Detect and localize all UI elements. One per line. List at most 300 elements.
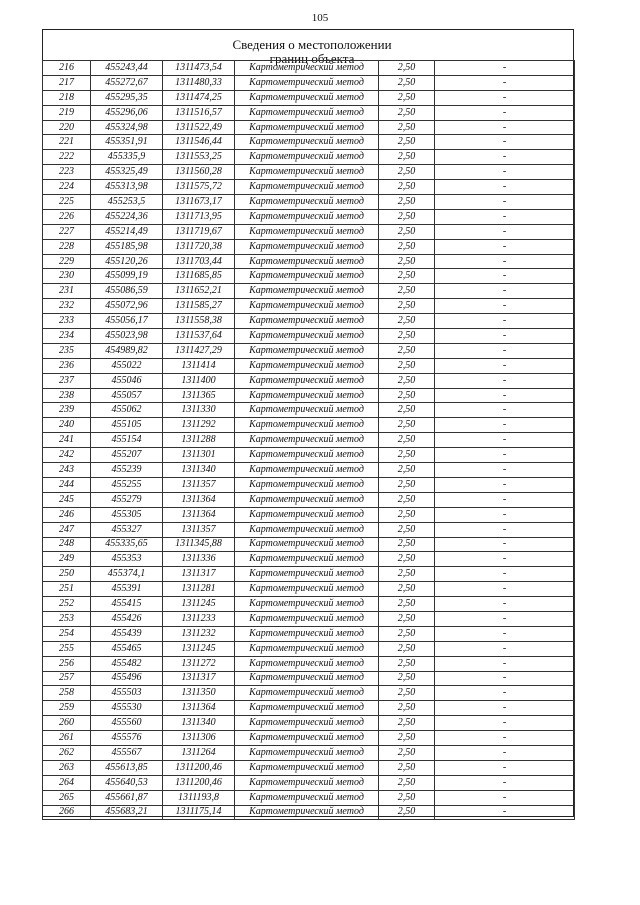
y-coordinate-cell: 1311175,14 [163,805,235,820]
x-coordinate-cell: 455313,98 [91,180,163,195]
accuracy-cell: 2,50 [379,477,435,492]
accuracy-cell: 2,50 [379,269,435,284]
y-coordinate-cell: 1311553,25 [163,150,235,165]
description-cell: - [435,358,575,373]
page-number: 105 [311,12,329,24]
method-cell: Картометрический метод [235,150,379,165]
table-row [43,597,575,612]
description-cell: - [435,731,575,746]
x-coordinate-cell: 455224,36 [91,209,163,224]
point-number-cell: 260 [43,716,91,731]
x-coordinate-cell: 455482 [91,656,163,671]
y-coordinate-cell: 1311575,72 [163,180,235,195]
coordinates-table-body [43,61,575,820]
y-coordinate-cell: 1311546,44 [163,135,235,150]
point-number-cell: 265 [43,790,91,805]
x-coordinate-cell: 455335,9 [91,150,163,165]
x-coordinate-cell: 455530 [91,701,163,716]
y-coordinate-cell: 1311713,95 [163,209,235,224]
description-cell: - [435,75,575,90]
y-coordinate-cell: 1311473,54 [163,61,235,76]
y-coordinate-cell: 1311245 [163,597,235,612]
method-cell: Картометрический метод [235,269,379,284]
table-row [43,463,575,478]
table-row [43,403,575,418]
method-cell: Картометрический метод [235,358,379,373]
table-row [43,716,575,731]
x-coordinate-cell: 455327 [91,522,163,537]
description-cell: - [435,269,575,284]
x-coordinate-cell: 455426 [91,611,163,626]
table-row [43,239,575,254]
table-row [43,165,575,180]
description-cell: - [435,329,575,344]
point-number-cell: 255 [43,641,91,656]
x-coordinate-cell: 455272,67 [91,75,163,90]
method-cell: Картометрический метод [235,731,379,746]
accuracy-cell: 2,50 [379,388,435,403]
table-row [43,760,575,775]
x-coordinate-cell: 455253,5 [91,195,163,210]
method-cell: Картометрический метод [235,209,379,224]
y-coordinate-cell: 1311340 [163,716,235,731]
accuracy-cell: 2,50 [379,567,435,582]
point-number-cell: 247 [43,522,91,537]
point-number-cell: 218 [43,90,91,105]
point-number-cell: 254 [43,626,91,641]
method-cell: Картометрический метод [235,329,379,344]
method-cell: Картометрический метод [235,492,379,507]
y-coordinate-cell: 1311357 [163,522,235,537]
y-coordinate-cell: 1311516,57 [163,105,235,120]
point-number-cell: 235 [43,343,91,358]
y-coordinate-cell: 1311474,25 [163,90,235,105]
table-row [43,448,575,463]
point-number-cell: 238 [43,388,91,403]
x-coordinate-cell: 455279 [91,492,163,507]
description-cell: - [435,522,575,537]
point-number-cell: 237 [43,373,91,388]
x-coordinate-cell: 455086,59 [91,284,163,299]
x-coordinate-cell: 455640,53 [91,775,163,790]
accuracy-cell: 2,50 [379,760,435,775]
point-number-cell: 232 [43,299,91,314]
description-cell: - [435,611,575,626]
accuracy-cell: 2,50 [379,507,435,522]
point-number-cell: 264 [43,775,91,790]
accuracy-cell: 2,50 [379,75,435,90]
y-coordinate-cell: 1311365 [163,388,235,403]
x-coordinate-cell: 455567 [91,745,163,760]
accuracy-cell: 2,50 [379,165,435,180]
description-cell: - [435,552,575,567]
x-coordinate-cell: 455391 [91,582,163,597]
description-cell: - [435,597,575,612]
table-row [43,90,575,105]
description-cell: - [435,745,575,760]
accuracy-cell: 2,50 [379,433,435,448]
description-cell: - [435,671,575,686]
coordinates-table [42,60,575,820]
accuracy-cell: 2,50 [379,522,435,537]
method-cell: Картометрический метод [235,120,379,135]
accuracy-cell: 2,50 [379,671,435,686]
accuracy-cell: 2,50 [379,418,435,433]
x-coordinate-cell: 455353 [91,552,163,567]
point-number-cell: 221 [43,135,91,150]
table-row [43,314,575,329]
point-number-cell: 234 [43,329,91,344]
point-number-cell: 251 [43,582,91,597]
point-number-cell: 230 [43,269,91,284]
description-cell: - [435,448,575,463]
y-coordinate-cell: 1311522,49 [163,120,235,135]
table-row [43,641,575,656]
accuracy-cell: 2,50 [379,105,435,120]
point-number-cell: 222 [43,150,91,165]
method-cell: Картометрический метод [235,790,379,805]
point-number-cell: 227 [43,224,91,239]
x-coordinate-cell: 455072,96 [91,299,163,314]
y-coordinate-cell: 1311306 [163,731,235,746]
point-number-cell: 262 [43,745,91,760]
y-coordinate-cell: 1311364 [163,492,235,507]
x-coordinate-cell: 455465 [91,641,163,656]
description-cell: - [435,224,575,239]
table-row [43,790,575,805]
accuracy-cell: 2,50 [379,686,435,701]
description-cell: - [435,463,575,478]
method-cell: Картометрический метод [235,388,379,403]
x-coordinate-cell: 455325,49 [91,165,163,180]
point-number-cell: 249 [43,552,91,567]
y-coordinate-cell: 1311317 [163,671,235,686]
method-cell: Картометрический метод [235,597,379,612]
table-row [43,567,575,582]
description-cell: - [435,209,575,224]
y-coordinate-cell: 1311537,64 [163,329,235,344]
point-number-cell: 226 [43,209,91,224]
method-cell: Картометрический метод [235,75,379,90]
table-row [43,120,575,135]
accuracy-cell: 2,50 [379,701,435,716]
table-row [43,358,575,373]
description-cell: - [435,433,575,448]
y-coordinate-cell: 1311585,27 [163,299,235,314]
accuracy-cell: 2,50 [379,224,435,239]
method-cell: Картометрический метод [235,760,379,775]
description-cell: - [435,343,575,358]
method-cell: Картометрический метод [235,180,379,195]
method-cell: Картометрический метод [235,90,379,105]
x-coordinate-cell: 455207 [91,448,163,463]
description-cell: - [435,760,575,775]
method-cell: Картометрический метод [235,195,379,210]
accuracy-cell: 2,50 [379,61,435,76]
y-coordinate-cell: 1311301 [163,448,235,463]
x-coordinate-cell: 455335,65 [91,537,163,552]
method-cell: Картометрический метод [235,373,379,388]
x-coordinate-cell: 455099,19 [91,269,163,284]
accuracy-cell: 2,50 [379,314,435,329]
description-cell: - [435,507,575,522]
table-row [43,701,575,716]
description-cell: - [435,150,575,165]
method-cell: Картометрический метод [235,403,379,418]
x-coordinate-cell: 455120,26 [91,254,163,269]
description-cell: - [435,537,575,552]
table-row [43,731,575,746]
y-coordinate-cell: 1311652,21 [163,284,235,299]
accuracy-cell: 2,50 [379,626,435,641]
table-row [43,418,575,433]
section-title [42,37,574,66]
method-cell: Картометрический метод [235,701,379,716]
accuracy-cell: 2,50 [379,731,435,746]
y-coordinate-cell: 1311232 [163,626,235,641]
method-cell: Картометрический метод [235,284,379,299]
description-cell: - [435,418,575,433]
x-coordinate-cell: 455105 [91,418,163,433]
y-coordinate-cell: 1311200,46 [163,760,235,775]
method-cell: Картометрический метод [235,552,379,567]
method-cell: Картометрический метод [235,135,379,150]
x-coordinate-cell: 455296,06 [91,105,163,120]
description-cell: - [435,567,575,582]
point-number-cell: 253 [43,611,91,626]
y-coordinate-cell: 1311200,46 [163,775,235,790]
description-cell: - [435,641,575,656]
x-coordinate-cell: 455415 [91,597,163,612]
y-coordinate-cell: 1311480,33 [163,75,235,90]
table-row [43,433,575,448]
point-number-cell: 220 [43,120,91,135]
y-coordinate-cell: 1311350 [163,686,235,701]
table-row [43,209,575,224]
point-number-cell: 224 [43,180,91,195]
table-row [43,582,575,597]
accuracy-cell: 2,50 [379,239,435,254]
accuracy-cell: 2,50 [379,343,435,358]
point-number-cell: 219 [43,105,91,120]
y-coordinate-cell: 1311193,8 [163,790,235,805]
accuracy-cell: 2,50 [379,775,435,790]
table-row [43,537,575,552]
x-coordinate-cell: 455214,49 [91,224,163,239]
y-coordinate-cell: 1311281 [163,582,235,597]
table-row [43,105,575,120]
method-cell: Картометрический метод [235,239,379,254]
table-row [43,180,575,195]
y-coordinate-cell: 1311414 [163,358,235,373]
x-coordinate-cell: 455613,85 [91,760,163,775]
accuracy-cell: 2,50 [379,537,435,552]
description-cell: - [435,716,575,731]
accuracy-cell: 2,50 [379,299,435,314]
method-cell: Картометрический метод [235,567,379,582]
table-row [43,477,575,492]
table-row [43,656,575,671]
description-cell: - [435,135,575,150]
point-number-cell: 244 [43,477,91,492]
point-number-cell: 252 [43,597,91,612]
description-cell: - [435,120,575,135]
point-number-cell: 266 [43,805,91,820]
method-cell: Картометрический метод [235,61,379,76]
method-cell: Картометрический метод [235,656,379,671]
description-cell: - [435,195,575,210]
y-coordinate-cell: 1311330 [163,403,235,418]
table-row [43,284,575,299]
method-cell: Картометрический метод [235,314,379,329]
method-cell: Картометрический метод [235,745,379,760]
x-coordinate-cell: 455057 [91,388,163,403]
description-cell: - [435,239,575,254]
accuracy-cell: 2,50 [379,254,435,269]
method-cell: Картометрический метод [235,299,379,314]
x-coordinate-cell: 455255 [91,477,163,492]
method-cell: Картометрический метод [235,165,379,180]
point-number-cell: 248 [43,537,91,552]
x-coordinate-cell: 455023,98 [91,329,163,344]
accuracy-cell: 2,50 [379,641,435,656]
point-number-cell: 250 [43,567,91,582]
y-coordinate-cell: 1311560,28 [163,165,235,180]
accuracy-cell: 2,50 [379,790,435,805]
y-coordinate-cell: 1311245 [163,641,235,656]
point-number-cell: 233 [43,314,91,329]
point-number-cell: 261 [43,731,91,746]
method-cell: Картометрический метод [235,463,379,478]
x-coordinate-cell: 455046 [91,373,163,388]
table-row [43,254,575,269]
description-cell: - [435,775,575,790]
y-coordinate-cell: 1311233 [163,611,235,626]
description-cell: - [435,790,575,805]
method-cell: Картометрический метод [235,626,379,641]
x-coordinate-cell: 455295,35 [91,90,163,105]
x-coordinate-cell: 455185,98 [91,239,163,254]
description-cell: - [435,686,575,701]
x-coordinate-cell: 455154 [91,433,163,448]
method-cell: Картометрический метод [235,537,379,552]
point-number-cell: 259 [43,701,91,716]
accuracy-cell: 2,50 [379,180,435,195]
point-number-cell: 263 [43,760,91,775]
x-coordinate-cell: 454989,82 [91,343,163,358]
accuracy-cell: 2,50 [379,582,435,597]
accuracy-cell: 2,50 [379,358,435,373]
table-row [43,671,575,686]
method-cell: Картометрический метод [235,582,379,597]
table-row [43,373,575,388]
x-coordinate-cell: 455683,21 [91,805,163,820]
x-coordinate-cell: 455062 [91,403,163,418]
table-row [43,686,575,701]
accuracy-cell: 2,50 [379,611,435,626]
table-row [43,135,575,150]
y-coordinate-cell: 1311685,85 [163,269,235,284]
description-cell: - [435,165,575,180]
table-row [43,805,575,820]
x-coordinate-cell: 455324,98 [91,120,163,135]
x-coordinate-cell: 455576 [91,731,163,746]
description-cell: - [435,284,575,299]
method-cell: Картометрический метод [235,343,379,358]
method-cell: Картометрический метод [235,611,379,626]
section-title-text: Сведения о местоположении границ объекта [232,37,392,66]
table-row [43,299,575,314]
y-coordinate-cell: 1311292 [163,418,235,433]
y-coordinate-cell: 1311317 [163,567,235,582]
x-coordinate-cell: 455560 [91,716,163,731]
x-coordinate-cell: 455056,17 [91,314,163,329]
method-cell: Картометрический метод [235,224,379,239]
point-number-cell: 228 [43,239,91,254]
accuracy-cell: 2,50 [379,716,435,731]
accuracy-cell: 2,50 [379,209,435,224]
y-coordinate-cell: 1311364 [163,507,235,522]
point-number-cell: 242 [43,448,91,463]
table-row [43,61,575,76]
point-number-cell: 257 [43,671,91,686]
y-coordinate-cell: 1311357 [163,477,235,492]
point-number-cell: 217 [43,75,91,90]
y-coordinate-cell: 1311719,67 [163,224,235,239]
accuracy-cell: 2,50 [379,135,435,150]
method-cell: Картометрический метод [235,418,379,433]
accuracy-cell: 2,50 [379,656,435,671]
method-cell: Картометрический метод [235,507,379,522]
accuracy-cell: 2,50 [379,120,435,135]
point-number-cell: 239 [43,403,91,418]
point-number-cell: 241 [43,433,91,448]
method-cell: Картометрический метод [235,686,379,701]
x-coordinate-cell: 455496 [91,671,163,686]
description-cell: - [435,388,575,403]
table-row [43,775,575,790]
x-coordinate-cell: 455374,1 [91,567,163,582]
point-number-cell: 236 [43,358,91,373]
x-coordinate-cell: 455243,44 [91,61,163,76]
accuracy-cell: 2,50 [379,403,435,418]
table-row [43,745,575,760]
table-row [43,195,575,210]
method-cell: Картометрический метод [235,448,379,463]
y-coordinate-cell: 1311400 [163,373,235,388]
accuracy-cell: 2,50 [379,552,435,567]
point-number-cell: 256 [43,656,91,671]
accuracy-cell: 2,50 [379,597,435,612]
table-row [43,75,575,90]
table-row [43,626,575,641]
point-number-cell: 245 [43,492,91,507]
table-row [43,329,575,344]
method-cell: Картометрический метод [235,805,379,820]
accuracy-cell: 2,50 [379,284,435,299]
x-coordinate-cell: 455305 [91,507,163,522]
accuracy-cell: 2,50 [379,90,435,105]
table-row [43,150,575,165]
point-number-cell: 258 [43,686,91,701]
y-coordinate-cell: 1311340 [163,463,235,478]
description-cell: - [435,299,575,314]
x-coordinate-cell: 455022 [91,358,163,373]
point-number-cell: 231 [43,284,91,299]
y-coordinate-cell: 1311720,38 [163,239,235,254]
method-cell: Картометрический метод [235,522,379,537]
description-cell: - [435,254,575,269]
